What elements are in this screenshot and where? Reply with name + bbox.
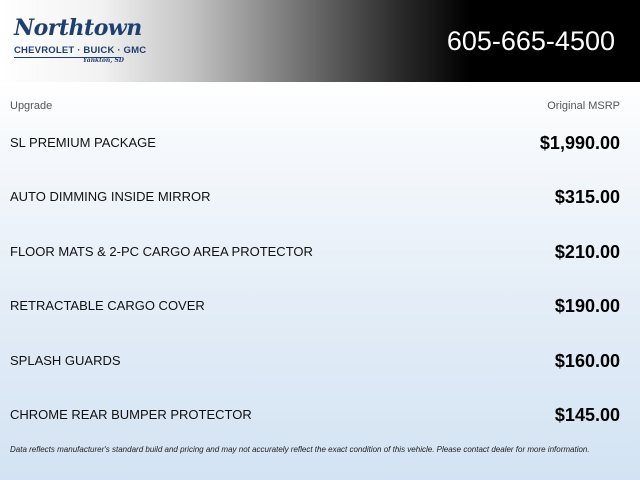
upgrade-price: $145.00 <box>554 405 620 425</box>
upgrade-price: $210.00 <box>554 242 620 262</box>
upgrade-name: CHROME REAR BUMPER PROTECTOR <box>10 407 252 422</box>
upgrade-row <box>0 400 640 430</box>
upgrade-price: $160.00 <box>554 351 620 371</box>
upgrade-name: AUTO DIMMING INSIDE MIRROR <box>10 189 211 204</box>
dealer-phone[interactable]: 605-665-4500 <box>446 26 615 56</box>
upgrade-price: $315.00 <box>554 187 620 207</box>
upgrade-name: RETRACTABLE CARGO COVER <box>10 298 205 313</box>
upgrade-row <box>0 237 640 267</box>
upgrade-row <box>0 291 640 321</box>
upgrade-name: SL PREMIUM PACKAGE <box>10 135 156 150</box>
upgrade-name: FLOOR MATS & 2-PC CARGO AREA PROTECTOR <box>10 244 313 259</box>
logo-city: Yankton, SD <box>82 57 124 64</box>
logo-brands: CHEVROLET · BUICK · GMC <box>14 45 147 56</box>
upgrade-row <box>0 346 640 376</box>
upgrade-price: $1,990.00 <box>539 133 620 153</box>
upgrade-row <box>0 182 640 212</box>
logo-dealer-name: Northtown <box>14 15 142 41</box>
upgrade-name: SPLASH GUARDS <box>10 353 121 368</box>
column-header-upgrade: Upgrade <box>10 100 53 112</box>
disclaimer-text: Data reflects manufacturer's standard build and pricing and may not accurately reflect the exact condition of this vehicle. Please contact dealer for more information. <box>10 445 590 454</box>
header-banner <box>0 0 640 82</box>
upgrade-price: $190.00 <box>554 296 620 316</box>
dealer-logo[interactable] <box>12 15 147 66</box>
upgrade-row <box>0 128 640 158</box>
column-header-msrp: Original MSRP <box>547 100 620 112</box>
